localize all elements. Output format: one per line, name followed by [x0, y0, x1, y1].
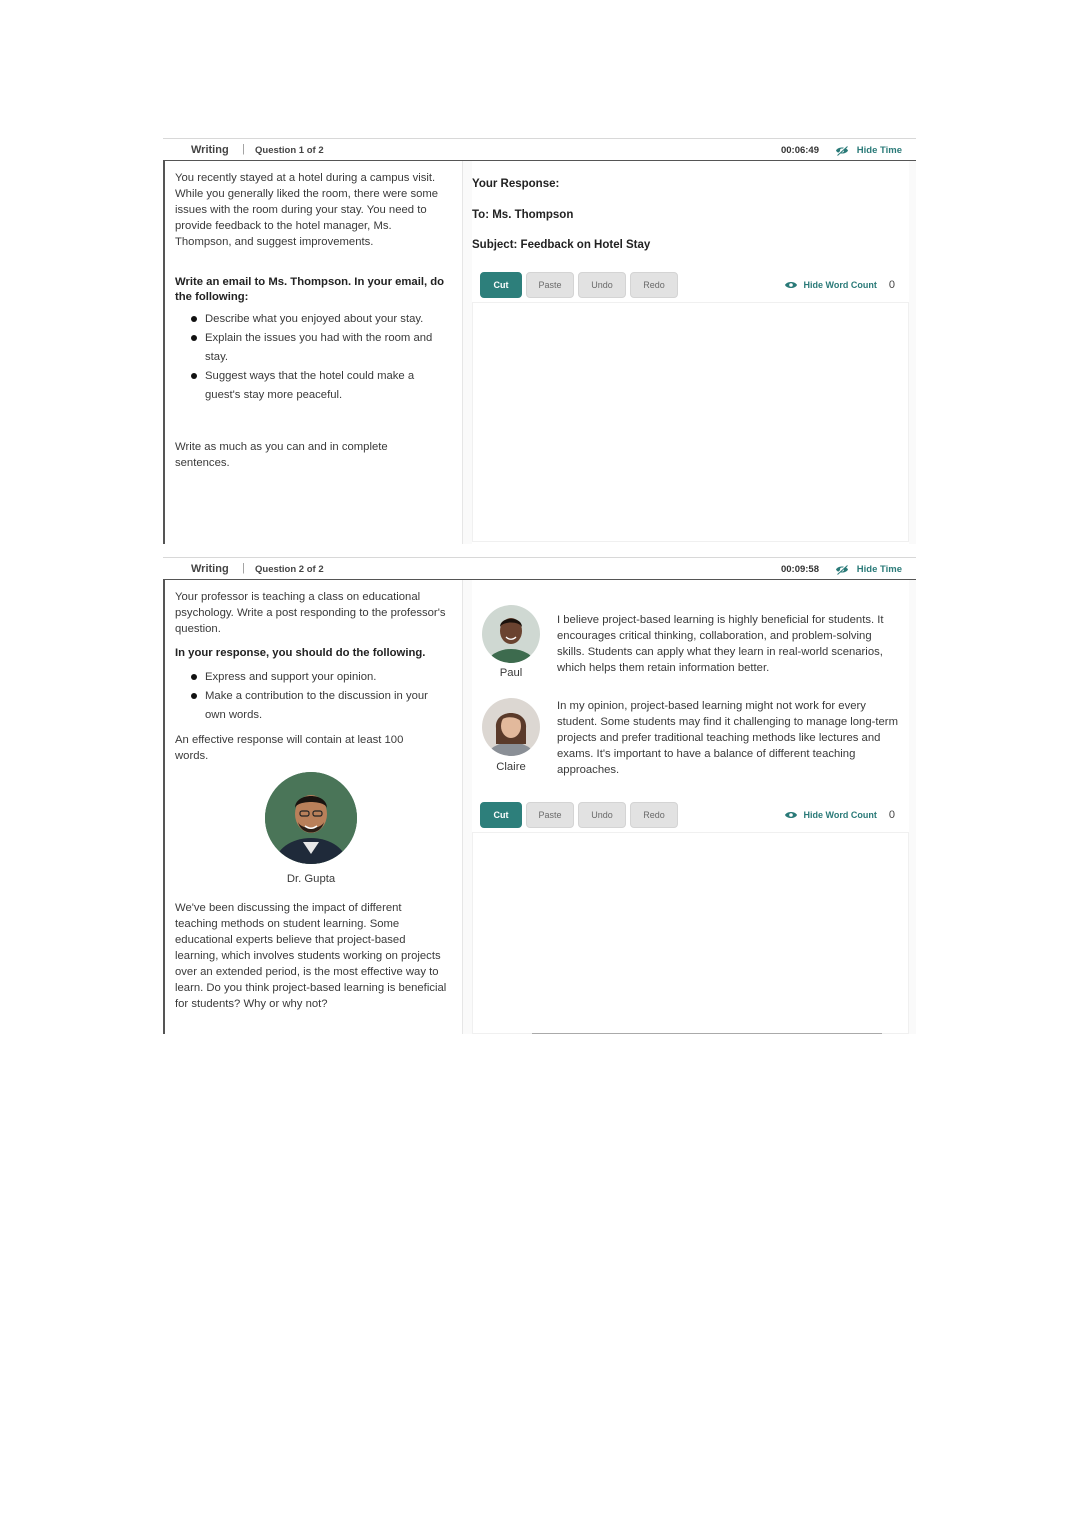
editor-toolbar: [472, 798, 909, 830]
editor-toolbar: [472, 268, 909, 300]
prompt-column: [163, 580, 463, 1034]
list-item: Suggest ways that the hotel could make a guest's stay more peaceful.: [189, 367, 434, 405]
section-label: Writing: [191, 144, 229, 156]
separator: |: [242, 562, 245, 574]
eye-slash-icon: [784, 810, 798, 820]
professor-avatar: [265, 772, 357, 864]
hide-word-count-label: Hide Word Count: [803, 280, 877, 290]
your-response-label: Your Response:: [472, 178, 560, 190]
top-bar: [163, 557, 916, 580]
horizontal-scrollbar[interactable]: [532, 1033, 882, 1034]
to-line: To: Ms. Thompson: [472, 209, 574, 221]
instruction: Write an email to Ms. Thompson. In your email, do the following:: [175, 276, 445, 303]
post-author: Paul: [499, 667, 523, 679]
eye-slash-icon: [835, 145, 849, 156]
cut-button[interactable]: Cut: [480, 802, 522, 828]
redo-button[interactable]: Redo: [630, 272, 678, 298]
prompt-paragraph: You recently stayed at a hotel during a campus visit. While you generally liked the room, there were some issues with the room during your stay. You need to provide feedback to the hotel manager, Ms. Thompson, and suggest improvements.: [175, 172, 439, 248]
task-list: [189, 668, 434, 725]
eye-slash-icon: [784, 280, 798, 290]
word-count: 0: [888, 279, 895, 291]
hide-time-button[interactable]: [835, 142, 902, 158]
discussion-post: I believe project-based learning is highly beneficial for students. It encourages critical thinking, collaboration, and problem-solving skills. Students can apply what they learn in real-world scenarios, which helps them retain information better.: [557, 614, 884, 674]
person-portrait-icon: [265, 772, 357, 864]
hide-word-count-button[interactable]: [784, 809, 895, 821]
prompt-paragraph: Your professor is teaching a class on educational psychology. Write a post responding to the professor's question.: [175, 591, 446, 635]
hide-word-count-button[interactable]: [784, 279, 895, 291]
professor-question: We've been discussing the impact of different teaching methods on student learning. Some educational experts believe that project-based learning, which involves students working on projects over an extended period, is the most effective way to learn. Do you think project-based learning is beneficial for students? Why or why not?: [175, 902, 447, 1010]
paste-button[interactable]: Paste: [526, 272, 574, 298]
undo-button[interactable]: Undo: [578, 802, 626, 828]
cut-button[interactable]: Cut: [480, 272, 522, 298]
response-editor[interactable]: [472, 302, 909, 542]
paste-button[interactable]: Paste: [526, 802, 574, 828]
eye-slash-icon: [835, 564, 849, 575]
closing-instruction: An effective response will contain at least 100 words.: [175, 734, 404, 762]
discussion-post: In my opinion, project-based learning might not work for every student. Some students may find it challenging to manage long-term projects and prefer traditional teaching methods like lectures and exams. It's important to have a balance of different teaching approaches.: [557, 700, 898, 776]
post-author: Claire: [496, 761, 526, 773]
list-item: Express and support your opinion.: [189, 668, 434, 687]
person-portrait-icon: [482, 698, 540, 756]
list-item: Make a contribution to the discussion in your own words.: [189, 687, 434, 725]
response-column: [472, 161, 909, 544]
undo-button[interactable]: Undo: [578, 272, 626, 298]
timer: 00:09:58: [780, 564, 819, 575]
top-bar: [163, 138, 916, 161]
closing-instruction: Write as much as you can and in complete sentences.: [175, 441, 388, 469]
subject-line: Subject: Feedback on Hotel Stay: [472, 239, 651, 251]
hide-time-label: Hide Time: [856, 563, 902, 575]
hide-time-label: Hide Time: [856, 144, 902, 156]
list-item: Describe what you enjoyed about your stay.: [189, 310, 434, 329]
person-portrait-icon: [482, 605, 540, 663]
professor-name: Dr. Gupta: [286, 873, 336, 885]
question-label: Question 1 of 2: [255, 145, 324, 156]
word-count: 0: [888, 809, 895, 821]
hide-word-count-label: Hide Word Count: [803, 810, 877, 820]
prompt-column: [163, 161, 463, 544]
task-list: [189, 310, 434, 405]
discussion-column: [472, 580, 909, 1034]
instruction: In your response, you should do the following.: [175, 647, 426, 659]
question-label: Question 2 of 2: [255, 564, 324, 575]
response-editor[interactable]: [472, 832, 909, 1034]
hide-time-button[interactable]: [835, 561, 902, 577]
writing-question-2-panel: [163, 557, 916, 1034]
paul-avatar: [482, 605, 540, 663]
claire-avatar: [482, 698, 540, 756]
timer: 00:06:49: [780, 145, 819, 156]
separator: |: [242, 143, 245, 155]
section-label: Writing: [191, 563, 229, 575]
redo-button[interactable]: Redo: [630, 802, 678, 828]
writing-question-1-panel: [163, 138, 916, 544]
list-item: Explain the issues you had with the room and stay.: [189, 329, 434, 367]
